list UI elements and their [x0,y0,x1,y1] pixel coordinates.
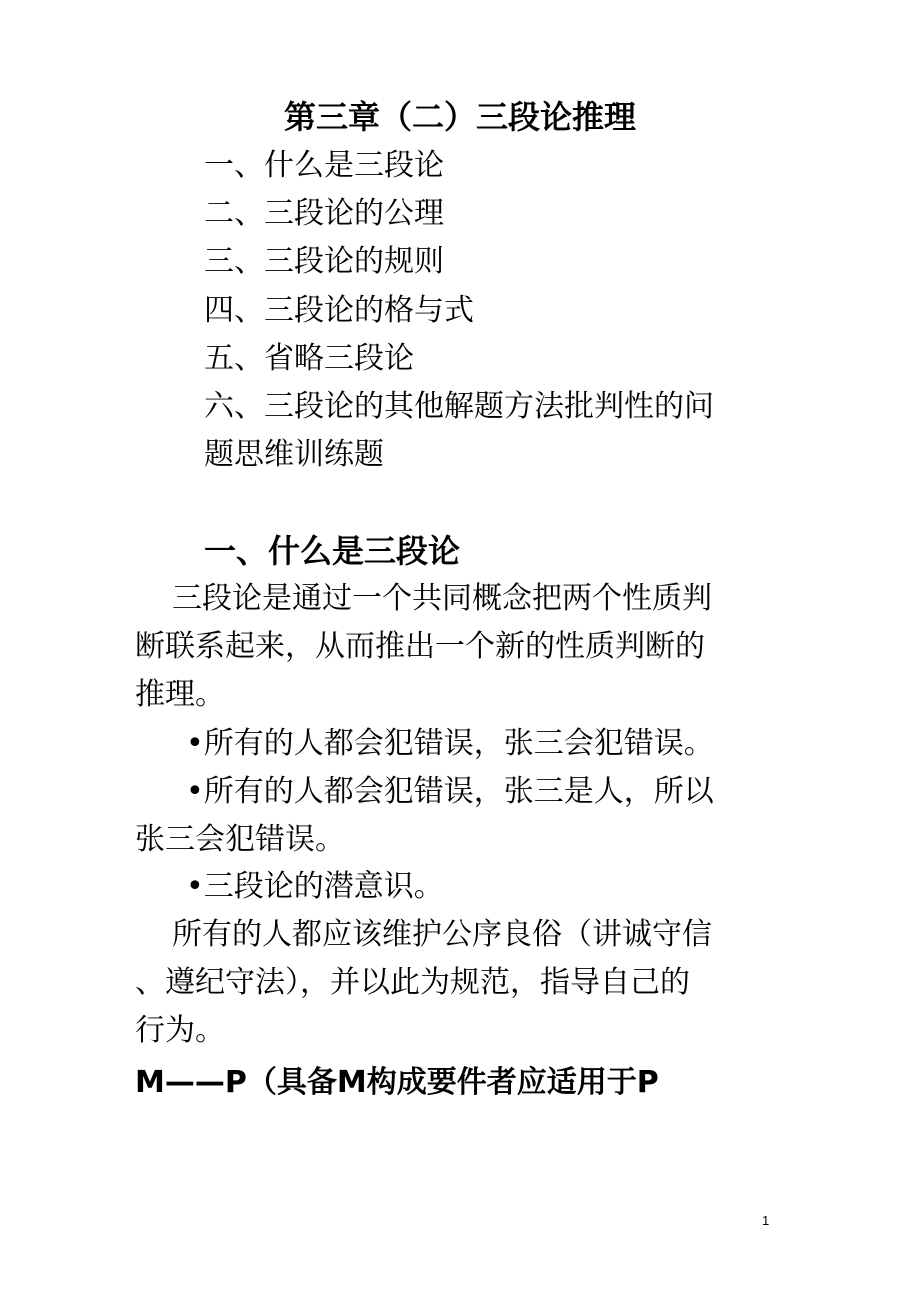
section-heading: 一、什么是三段论 [204,532,461,570]
paragraph-line: 、遵纪守法），并以此为规范，指导自己的 [135,965,690,1000]
toc-item: 二、三段论的公理 [204,196,444,231]
bullet-item: •所有的人都会犯错误，张三会犯错误。 [186,726,714,761]
bullet-item-continuation: 张三会犯错误。 [135,822,345,857]
toc-item: 六、三段论的其他解题方法批判性的问 [204,389,714,424]
toc-item-continuation: 题思维训练题 [204,437,384,472]
paragraph-line: 行为。 [135,1013,225,1048]
page-number: 1 [762,1213,770,1228]
paragraph-line: 三段论是通过一个共同概念把两个性质判 [172,581,712,616]
paragraph-line: 断联系起来，从而推出一个新的性质判断的 [135,629,705,664]
formula-line: M——P（具备M构成要件者应适用于P [135,1065,659,1100]
bullet-item: •三段论的潜意识。 [186,869,444,904]
toc-item: 四、三段论的格与式 [204,293,474,328]
toc-item: 一、什么是三段论 [204,148,444,183]
toc-item: 五、省略三段论 [204,341,414,376]
toc-item: 三、三段论的规则 [204,244,444,279]
paragraph-line: 所有的人都应该维护公序良俗（讲诚守信 [172,917,712,952]
paragraph-line: 推理。 [135,677,225,712]
chapter-title: 第三章（二）三段论推理 [283,98,636,136]
bullet-item: •所有的人都会犯错误，张三是人，所以 [186,774,714,809]
